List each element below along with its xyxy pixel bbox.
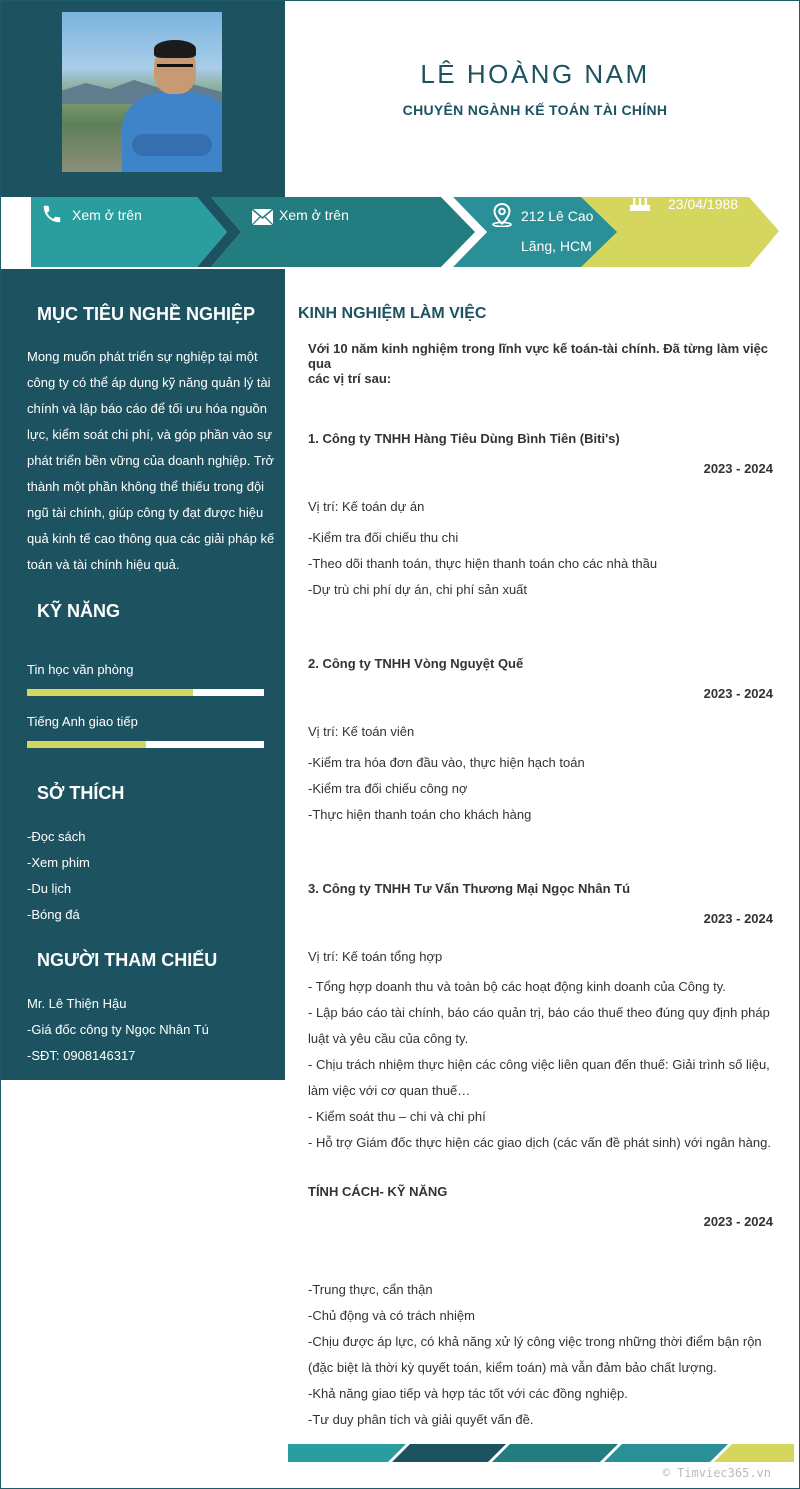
trait-item: -Tư duy phân tích và giải quyết vấn đề. <box>308 1412 534 1427</box>
objective-line: chính và lập báo cáo để tối ưu hóa nguồn <box>27 401 267 416</box>
profile-photo <box>62 12 222 172</box>
skill-label: Tin học văn phòng <box>27 662 134 677</box>
job-position: Vị trí: Kế toán tổng hợp <box>308 949 443 964</box>
objective-line: lực, kiểm soát chi phí, và góp phần vào sự <box>27 427 273 442</box>
objective-line: Mong muốn phát triển sự nghiệp tại một <box>27 349 258 364</box>
job-task: - Kiểm soát thu – chi và chi phí <box>308 1109 486 1124</box>
contact-email: Xem ở trên <box>279 207 349 223</box>
objective-line: công ty có thể áp dụng kỹ năng quản lý tài <box>27 375 271 390</box>
job-task: làm việc với cơ quan thuế… <box>308 1083 471 1098</box>
skill-bar <box>27 741 264 748</box>
job-task: -Dự trù chi phí dự án, chi phí sản xuất <box>308 582 528 597</box>
traits-heading: TÍNH CÁCH- KỸ NĂNG <box>308 1184 448 1199</box>
job-position: Vị trí: Kế toán viên <box>308 724 415 739</box>
objective-line: thành một phần không thể thiếu trong đội <box>27 479 265 494</box>
contact-address-line1: 212 Lê Cao <box>521 208 594 224</box>
footer-stripe <box>288 1444 794 1462</box>
traits-list <box>308 1277 778 1433</box>
job-period: 2023 - 2024 <box>703 686 773 701</box>
skill-bar-fill <box>27 741 146 748</box>
trait-item: -Khả năng giao tiếp và hợp tác tốt với các đồng nghiệp. <box>308 1386 628 1401</box>
job-task: -Theo dõi thanh toán, thực hiện thanh toán cho các nhà thầu <box>308 556 658 571</box>
references-heading: NGƯỜI THAM CHIẾU <box>37 950 218 970</box>
trait-item: -Chủ động và có trách nhiệm <box>308 1308 475 1323</box>
experience-intro-line: Với 10 năm kinh nghiệm trong lĩnh vực kế toán-tài chính. Đã từng làm việc qua <box>308 341 769 371</box>
hobby-item: -Bóng đá <box>27 907 80 922</box>
hobby-item: -Du lịch <box>27 881 72 896</box>
email-icon <box>252 209 273 225</box>
job-task: - Lập báo cáo tài chính, báo cáo quản trị, báo cáo thuế theo đúng quy định pháp <box>308 1005 770 1020</box>
job-period: 2023 - 2024 <box>703 911 773 926</box>
objective-line: toán và tài chính hiệu quả. <box>27 557 180 572</box>
trait-item: -Trung thực, cẩn thận <box>308 1282 433 1297</box>
job-period: 2023 - 2024 <box>703 461 773 476</box>
hobbies-heading: SỞ THÍCH <box>37 783 125 803</box>
birthday-cake-icon <box>629 195 651 213</box>
hobby-item: -Đọc sách <box>27 829 86 844</box>
experience-heading: KINH NGHIỆM LÀM VIỆC <box>298 305 487 322</box>
traits-period: 2023 - 2024 <box>703 1214 773 1229</box>
job-task: -Kiểm tra đối chiếu thu chi <box>308 530 459 545</box>
location-pin-icon <box>491 203 513 227</box>
phone-icon <box>41 203 63 225</box>
contact-address-line2: Lãng, HCM <box>521 238 592 254</box>
copyright-watermark: © Timviec365.vn <box>662 1466 771 1480</box>
skill-bar <box>27 689 264 696</box>
job-company: 1. Công ty TNHH Hàng Tiêu Dùng Bình Tiên (Biti's) <box>308 431 620 446</box>
contact-birthday: 23/04/1988 <box>668 196 739 212</box>
job-task: - Chịu trách nhiệm thực hiện các công việc liên quan đến thuế: Giải trình số liệu, <box>308 1057 770 1072</box>
objective-line: ngũ tài chính, giúp công ty đạt được hiệu <box>27 505 264 520</box>
candidate-name: LÊ HOÀNG NAM <box>420 59 650 89</box>
job-task: - Tổng hợp doanh thu và toàn bộ các hoạt động kinh doanh của Công ty. <box>308 979 726 994</box>
contact-phone: Xem ở trên <box>72 207 142 223</box>
objective-line: quả kinh tế cao thông qua các giải pháp kế <box>27 531 275 546</box>
objective-heading: MỤC TIÊU NGHỀ NGHIỆP <box>37 304 256 324</box>
skill-label: Tiếng Anh giao tiếp <box>27 714 138 729</box>
skills-heading: KỸ NĂNG <box>37 601 121 621</box>
objective-text <box>27 344 279 578</box>
job-task-list <box>308 974 778 1156</box>
reference-line: Mr. Lê Thiện Hậu <box>27 996 127 1011</box>
objective-line: phát triển bền vững của doanh nghiệp. Trở <box>27 453 275 468</box>
job-task: -Thực hiện thanh toán cho khách hàng <box>308 807 532 822</box>
job-task: -Kiểm tra hóa đơn đầu vào, thực hiện hạch toán <box>308 755 585 770</box>
reference-line: -SĐT: 0908146317 <box>27 1048 136 1063</box>
candidate-title: CHUYÊN NGÀNH KẾ TOÁN TÀI CHÍNH <box>402 102 668 118</box>
job-company: 2. Công ty TNHH Vòng Nguyệt Quế <box>308 656 524 671</box>
job-position: Vị trí: Kế toán dự án <box>308 499 425 514</box>
skill-bar-fill <box>27 689 193 696</box>
hobby-item: -Xem phim <box>27 855 90 870</box>
job-task: - Hỗ trợ Giám đốc thực hiện các giao dịch (các vấn đề phát sinh) với ngân hàng. <box>308 1135 771 1150</box>
job-task: luật và yêu cầu của công ty. <box>308 1031 469 1046</box>
trait-item: -Chịu được áp lực, có khả năng xử lý công việc trong những thời điểm bận rộn <box>308 1334 762 1349</box>
job-company: 3. Công ty TNHH Tư Vấn Thương Mại Ngọc Nhân Tú <box>308 881 631 896</box>
experience-intro-line: các vị trí sau: <box>308 371 392 386</box>
trait-item: (đặc biệt là thời kỳ quyết toán, kiểm toán) mà vẫn đảm bảo chất lượng. <box>308 1360 717 1375</box>
job-task: -Kiểm tra đối chiếu công nợ <box>308 781 468 796</box>
reference-line: -Giá đốc công ty Ngọc Nhân Tú <box>27 1022 209 1037</box>
